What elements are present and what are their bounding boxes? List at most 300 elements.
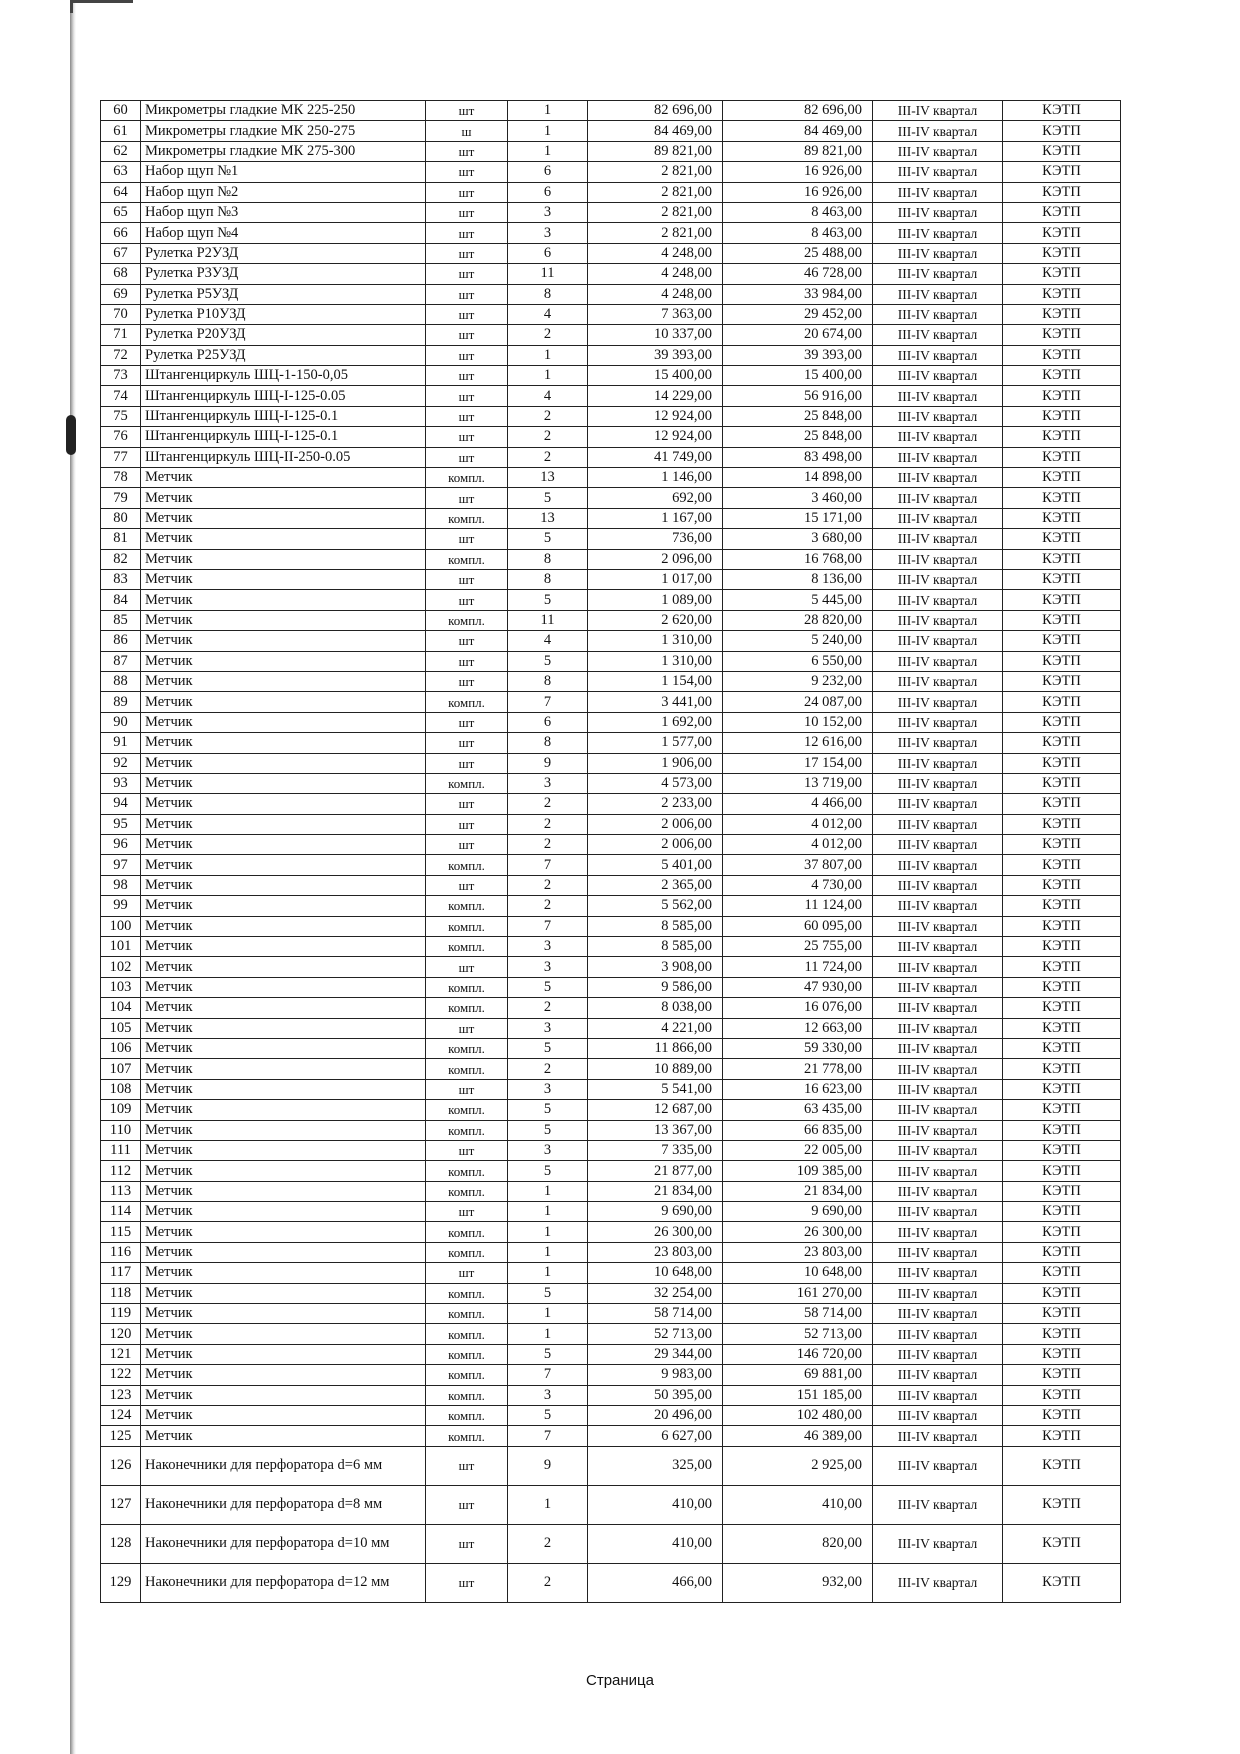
cell-unit-of-measure: шт	[426, 651, 508, 671]
cell-unit-of-measure: шт	[426, 590, 508, 610]
cell-quantity: 5	[508, 1120, 588, 1140]
cell-executor: КЭТП	[1003, 366, 1121, 386]
cell-unit-of-measure: шт	[426, 243, 508, 263]
cell-unit-price: 2 365,00	[588, 875, 723, 895]
cell-executor: КЭТП	[1003, 712, 1121, 732]
cell-delivery-period: III-IV квартал	[873, 998, 1003, 1018]
cell-unit-of-measure: компл.	[426, 1120, 508, 1140]
cell-quantity: 7	[508, 692, 588, 712]
cell-unit-of-measure: шт	[426, 1018, 508, 1038]
cell-delivery-period: III-IV квартал	[873, 1263, 1003, 1283]
table-row	[101, 223, 1121, 243]
cell-row-number: 92	[101, 753, 141, 773]
cell-unit-of-measure: компл.	[426, 916, 508, 936]
cell-row-number: 87	[101, 651, 141, 671]
cell-unit-of-measure: шт	[426, 529, 508, 549]
cell-quantity: 5	[508, 488, 588, 508]
cell-unit-of-measure: шт	[426, 182, 508, 202]
cell-delivery-period: III-IV квартал	[873, 162, 1003, 182]
cell-unit-price: 3 441,00	[588, 692, 723, 712]
cell-item-name: Метчик	[141, 957, 426, 977]
cell-total-sum: 21 834,00	[723, 1181, 873, 1201]
cell-delivery-period: III-IV квартал	[873, 590, 1003, 610]
cell-unit-of-measure: компл.	[426, 1324, 508, 1344]
cell-total-sum: 11 724,00	[723, 957, 873, 977]
cell-row-number: 96	[101, 835, 141, 855]
cell-delivery-period: III-IV квартал	[873, 1202, 1003, 1222]
cell-delivery-period: III-IV квартал	[873, 916, 1003, 936]
table-row	[101, 101, 1121, 121]
cell-unit-of-measure: шт	[426, 447, 508, 467]
cell-total-sum: 59 330,00	[723, 1038, 873, 1058]
cell-quantity: 1	[508, 1304, 588, 1324]
cell-delivery-period: III-IV квартал	[873, 1120, 1003, 1140]
cell-item-name: Метчик	[141, 937, 426, 957]
cell-total-sum: 10 152,00	[723, 712, 873, 732]
cell-item-name: Метчик	[141, 835, 426, 855]
cell-quantity: 3	[508, 1018, 588, 1038]
cell-delivery-period: III-IV квартал	[873, 1038, 1003, 1058]
cell-unit-price: 10 889,00	[588, 1059, 723, 1079]
cell-unit-of-measure: компл.	[426, 1365, 508, 1385]
cell-unit-of-measure: шт	[426, 671, 508, 691]
cell-quantity: 5	[508, 1344, 588, 1364]
cell-item-name: Метчик	[141, 712, 426, 732]
cell-row-number: 90	[101, 712, 141, 732]
cell-unit-price: 1 089,00	[588, 590, 723, 610]
cell-unit-price: 20 496,00	[588, 1406, 723, 1426]
cell-total-sum: 4 730,00	[723, 875, 873, 895]
cell-total-sum: 932,00	[723, 1563, 873, 1602]
cell-delivery-period: III-IV квартал	[873, 671, 1003, 691]
table-row	[101, 243, 1121, 263]
cell-delivery-period: III-IV квартал	[873, 977, 1003, 997]
cell-unit-price: 466,00	[588, 1563, 723, 1602]
cell-unit-price: 8 038,00	[588, 998, 723, 1018]
cell-delivery-period: III-IV квартал	[873, 529, 1003, 549]
cell-unit-of-measure: компл.	[426, 896, 508, 916]
cell-unit-of-measure: шт	[426, 733, 508, 753]
cell-row-number: 103	[101, 977, 141, 997]
cell-unit-price: 13 367,00	[588, 1120, 723, 1140]
cell-executor: КЭТП	[1003, 590, 1121, 610]
cell-total-sum: 410,00	[723, 1485, 873, 1524]
cell-row-number: 76	[101, 427, 141, 447]
cell-delivery-period: III-IV квартал	[873, 1304, 1003, 1324]
cell-quantity: 1	[508, 345, 588, 365]
cell-total-sum: 3 460,00	[723, 488, 873, 508]
cell-item-name: Метчик	[141, 569, 426, 589]
cell-unit-price: 15 400,00	[588, 366, 723, 386]
cell-quantity: 1	[508, 121, 588, 141]
cell-total-sum: 16 926,00	[723, 182, 873, 202]
cell-total-sum: 58 714,00	[723, 1304, 873, 1324]
cell-delivery-period: III-IV квартал	[873, 1059, 1003, 1079]
cell-quantity: 1	[508, 101, 588, 121]
cell-item-name: Штангенциркуль ШЦ-1-150-0,05	[141, 366, 426, 386]
cell-unit-price: 410,00	[588, 1524, 723, 1563]
cell-row-number: 98	[101, 875, 141, 895]
cell-item-name: Метчик	[141, 549, 426, 569]
cell-row-number: 71	[101, 325, 141, 345]
cell-quantity: 9	[508, 1446, 588, 1485]
cell-total-sum: 28 820,00	[723, 610, 873, 630]
cell-executor: КЭТП	[1003, 447, 1121, 467]
cell-row-number: 80	[101, 508, 141, 528]
cell-executor: КЭТП	[1003, 162, 1121, 182]
cell-executor: КЭТП	[1003, 1263, 1121, 1283]
cell-unit-price: 82 696,00	[588, 101, 723, 121]
cell-item-name: Метчик	[141, 1079, 426, 1099]
cell-unit-of-measure: шт	[426, 223, 508, 243]
cell-row-number: 78	[101, 468, 141, 488]
cell-quantity: 3	[508, 773, 588, 793]
cell-unit-of-measure: шт	[426, 325, 508, 345]
cell-row-number: 64	[101, 182, 141, 202]
cell-row-number: 70	[101, 304, 141, 324]
cell-total-sum: 46 728,00	[723, 264, 873, 284]
table-row	[101, 773, 1121, 793]
cell-item-name: Набор щуп №4	[141, 223, 426, 243]
cell-quantity: 2	[508, 427, 588, 447]
cell-row-number: 61	[101, 121, 141, 141]
cell-item-name: Метчик	[141, 1120, 426, 1140]
cell-unit-price: 5 562,00	[588, 896, 723, 916]
table-row	[101, 998, 1121, 1018]
cell-row-number: 107	[101, 1059, 141, 1079]
cell-row-number: 77	[101, 447, 141, 467]
table-row	[101, 1426, 1121, 1446]
cell-row-number: 97	[101, 855, 141, 875]
cell-executor: КЭТП	[1003, 875, 1121, 895]
cell-total-sum: 820,00	[723, 1524, 873, 1563]
table-row	[101, 753, 1121, 773]
cell-executor: КЭТП	[1003, 1038, 1121, 1058]
cell-row-number: 112	[101, 1161, 141, 1181]
cell-unit-of-measure: шт	[426, 794, 508, 814]
cell-quantity: 1	[508, 1181, 588, 1201]
table-row	[101, 977, 1121, 997]
cell-total-sum: 46 389,00	[723, 1426, 873, 1446]
cell-item-name: Метчик	[141, 977, 426, 997]
cell-total-sum: 56 916,00	[723, 386, 873, 406]
cell-quantity: 3	[508, 957, 588, 977]
cell-unit-price: 10 648,00	[588, 1263, 723, 1283]
cell-item-name: Метчик	[141, 794, 426, 814]
table-body	[101, 101, 1121, 1603]
cell-delivery-period: III-IV квартал	[873, 1324, 1003, 1344]
table-row	[101, 1524, 1121, 1563]
cell-row-number: 117	[101, 1263, 141, 1283]
cell-item-name: Метчик	[141, 1426, 426, 1446]
cell-row-number: 118	[101, 1283, 141, 1303]
cell-total-sum: 52 713,00	[723, 1324, 873, 1344]
cell-total-sum: 17 154,00	[723, 753, 873, 773]
cell-row-number: 83	[101, 569, 141, 589]
cell-unit-of-measure: компл.	[426, 1283, 508, 1303]
cell-quantity: 5	[508, 1406, 588, 1426]
cell-unit-price: 12 924,00	[588, 427, 723, 447]
cell-executor: КЭТП	[1003, 1100, 1121, 1120]
cell-executor: КЭТП	[1003, 1426, 1121, 1446]
cell-item-name: Микрометры гладкие МК 275-300	[141, 141, 426, 161]
cell-quantity: 4	[508, 631, 588, 651]
cell-unit-price: 6 627,00	[588, 1426, 723, 1446]
cell-delivery-period: III-IV квартал	[873, 875, 1003, 895]
cell-unit-price: 9 690,00	[588, 1202, 723, 1222]
cell-unit-of-measure: шт	[426, 101, 508, 121]
cell-executor: КЭТП	[1003, 1563, 1121, 1602]
table-row	[101, 569, 1121, 589]
cell-total-sum: 5 240,00	[723, 631, 873, 651]
table-row	[101, 1079, 1121, 1099]
cell-unit-of-measure: шт	[426, 386, 508, 406]
cell-unit-of-measure: шт	[426, 304, 508, 324]
cell-unit-of-measure: компл.	[426, 1059, 508, 1079]
cell-executor: КЭТП	[1003, 325, 1121, 345]
cell-unit-price: 9 586,00	[588, 977, 723, 997]
cell-item-name: Штангенциркуль ШЦ-I-125-0.1	[141, 427, 426, 447]
cell-item-name: Метчик	[141, 1038, 426, 1058]
cell-executor: КЭТП	[1003, 692, 1121, 712]
cell-executor: КЭТП	[1003, 386, 1121, 406]
cell-row-number: 126	[101, 1446, 141, 1485]
cell-unit-of-measure: шт	[426, 284, 508, 304]
cell-executor: КЭТП	[1003, 773, 1121, 793]
cell-delivery-period: III-IV квартал	[873, 1446, 1003, 1485]
cell-total-sum: 25 848,00	[723, 427, 873, 447]
table-row	[101, 1304, 1121, 1324]
cell-unit-of-measure: шт	[426, 1263, 508, 1283]
cell-quantity: 2	[508, 1563, 588, 1602]
cell-unit-price: 58 714,00	[588, 1304, 723, 1324]
table-row	[101, 529, 1121, 549]
cell-quantity: 1	[508, 1263, 588, 1283]
cell-unit-price: 12 924,00	[588, 406, 723, 426]
cell-total-sum: 5 445,00	[723, 590, 873, 610]
cell-delivery-period: III-IV квартал	[873, 101, 1003, 121]
cell-quantity: 5	[508, 1161, 588, 1181]
cell-item-name: Наконечники для перфоратора d=6 мм	[141, 1446, 426, 1485]
cell-delivery-period: III-IV квартал	[873, 1018, 1003, 1038]
cell-executor: КЭТП	[1003, 427, 1121, 447]
cell-unit-price: 2 006,00	[588, 814, 723, 834]
table-row	[101, 957, 1121, 977]
cell-item-name: Метчик	[141, 1181, 426, 1201]
cell-delivery-period: III-IV квартал	[873, 896, 1003, 916]
cell-unit-price: 4 248,00	[588, 243, 723, 263]
cell-unit-of-measure: компл.	[426, 610, 508, 630]
cell-delivery-period: III-IV квартал	[873, 957, 1003, 977]
table-row	[101, 162, 1121, 182]
cell-unit-price: 50 395,00	[588, 1385, 723, 1405]
cell-quantity: 1	[508, 1242, 588, 1262]
cell-row-number: 120	[101, 1324, 141, 1344]
cell-item-name: Метчик	[141, 1018, 426, 1038]
cell-total-sum: 16 926,00	[723, 162, 873, 182]
cell-item-name: Набор щуп №1	[141, 162, 426, 182]
cell-row-number: 65	[101, 202, 141, 222]
table-row	[101, 1140, 1121, 1160]
cell-executor: КЭТП	[1003, 733, 1121, 753]
table-row	[101, 1365, 1121, 1385]
table-row	[101, 1222, 1121, 1242]
cell-unit-of-measure: шт	[426, 345, 508, 365]
cell-row-number: 67	[101, 243, 141, 263]
cell-quantity: 2	[508, 875, 588, 895]
cell-executor: КЭТП	[1003, 549, 1121, 569]
table-row	[101, 1161, 1121, 1181]
cell-unit-price: 41 749,00	[588, 447, 723, 467]
cell-executor: КЭТП	[1003, 468, 1121, 488]
table-row	[101, 916, 1121, 936]
cell-delivery-period: III-IV квартал	[873, 1426, 1003, 1446]
cell-unit-price: 2 233,00	[588, 794, 723, 814]
cell-unit-price: 736,00	[588, 529, 723, 549]
cell-total-sum: 16 768,00	[723, 549, 873, 569]
cell-quantity: 2	[508, 835, 588, 855]
cell-total-sum: 60 095,00	[723, 916, 873, 936]
cell-row-number: 111	[101, 1140, 141, 1160]
cell-total-sum: 9 690,00	[723, 1202, 873, 1222]
cell-item-name: Рулетка Р2УЗД	[141, 243, 426, 263]
cell-delivery-period: III-IV квартал	[873, 937, 1003, 957]
cell-row-number: 93	[101, 773, 141, 793]
cell-total-sum: 25 488,00	[723, 243, 873, 263]
cell-delivery-period: III-IV квартал	[873, 712, 1003, 732]
cell-item-name: Метчик	[141, 875, 426, 895]
cell-item-name: Штангенциркуль ШЦ-I-125-0.05	[141, 386, 426, 406]
cell-row-number: 91	[101, 733, 141, 753]
table-row	[101, 1283, 1121, 1303]
cell-unit-of-measure: компл.	[426, 1344, 508, 1364]
table-row	[101, 671, 1121, 691]
cell-delivery-period: III-IV квартал	[873, 1079, 1003, 1099]
cell-unit-of-measure: компл.	[426, 1242, 508, 1262]
cell-delivery-period: III-IV квартал	[873, 1181, 1003, 1201]
cell-quantity: 8	[508, 733, 588, 753]
cell-delivery-period: III-IV квартал	[873, 855, 1003, 875]
cell-item-name: Рулетка Р10УЗД	[141, 304, 426, 324]
cell-unit-of-measure: ш	[426, 121, 508, 141]
table-row	[101, 1018, 1121, 1038]
cell-quantity: 3	[508, 202, 588, 222]
cell-item-name: Метчик	[141, 753, 426, 773]
cell-delivery-period: III-IV квартал	[873, 1365, 1003, 1385]
cell-quantity: 2	[508, 896, 588, 916]
cell-row-number: 95	[101, 814, 141, 834]
cell-unit-price: 84 469,00	[588, 121, 723, 141]
cell-quantity: 5	[508, 1100, 588, 1120]
cell-quantity: 5	[508, 529, 588, 549]
cell-total-sum: 20 674,00	[723, 325, 873, 345]
cell-unit-price: 1 577,00	[588, 733, 723, 753]
cell-row-number: 108	[101, 1079, 141, 1099]
cell-quantity: 13	[508, 468, 588, 488]
cell-item-name: Метчик	[141, 1263, 426, 1283]
cell-executor: КЭТП	[1003, 957, 1121, 977]
cell-row-number: 82	[101, 549, 141, 569]
table-row	[101, 366, 1121, 386]
cell-delivery-period: III-IV квартал	[873, 753, 1003, 773]
cell-total-sum: 26 300,00	[723, 1222, 873, 1242]
cell-row-number: 89	[101, 692, 141, 712]
cell-row-number: 127	[101, 1485, 141, 1524]
cell-total-sum: 4 012,00	[723, 814, 873, 834]
cell-quantity: 5	[508, 1283, 588, 1303]
cell-delivery-period: III-IV квартал	[873, 1524, 1003, 1563]
cell-executor: КЭТП	[1003, 610, 1121, 630]
cell-item-name: Штангенциркуль ШЦ-I-125-0.1	[141, 406, 426, 426]
cell-quantity: 8	[508, 569, 588, 589]
cell-item-name: Наконечники для перфоратора d=8 мм	[141, 1485, 426, 1524]
cell-executor: КЭТП	[1003, 1120, 1121, 1140]
cell-total-sum: 12 616,00	[723, 733, 873, 753]
cell-delivery-period: III-IV квартал	[873, 814, 1003, 834]
cell-delivery-period: III-IV квартал	[873, 141, 1003, 161]
table-row	[101, 406, 1121, 426]
cell-row-number: 101	[101, 937, 141, 957]
cell-quantity: 11	[508, 610, 588, 630]
cell-executor: КЭТП	[1003, 1365, 1121, 1385]
cell-unit-of-measure: шт	[426, 835, 508, 855]
cell-quantity: 6	[508, 243, 588, 263]
table-row	[101, 325, 1121, 345]
cell-unit-price: 14 229,00	[588, 386, 723, 406]
cell-unit-price: 1 310,00	[588, 631, 723, 651]
cell-unit-price: 4 248,00	[588, 284, 723, 304]
cell-unit-price: 692,00	[588, 488, 723, 508]
cell-item-name: Метчик	[141, 692, 426, 712]
table-row	[101, 1344, 1121, 1364]
cell-executor: КЭТП	[1003, 1140, 1121, 1160]
cell-item-name: Метчик	[141, 1161, 426, 1181]
cell-total-sum: 25 848,00	[723, 406, 873, 426]
cell-total-sum: 11 124,00	[723, 896, 873, 916]
cell-executor: КЭТП	[1003, 1161, 1121, 1181]
cell-unit-price: 89 821,00	[588, 141, 723, 161]
cell-row-number: 72	[101, 345, 141, 365]
cell-delivery-period: III-IV квартал	[873, 549, 1003, 569]
cell-item-name: Метчик	[141, 1344, 426, 1364]
cell-executor: КЭТП	[1003, 977, 1121, 997]
cell-total-sum: 151 185,00	[723, 1385, 873, 1405]
cell-executor: КЭТП	[1003, 937, 1121, 957]
cell-delivery-period: III-IV квартал	[873, 1406, 1003, 1426]
cell-quantity: 7	[508, 855, 588, 875]
cell-executor: КЭТП	[1003, 1242, 1121, 1262]
cell-quantity: 7	[508, 916, 588, 936]
scan-edge	[70, 0, 76, 1754]
cell-row-number: 88	[101, 671, 141, 691]
cell-row-number: 85	[101, 610, 141, 630]
cell-row-number: 128	[101, 1524, 141, 1563]
cell-delivery-period: III-IV квартал	[873, 366, 1003, 386]
cell-quantity: 2	[508, 406, 588, 426]
cell-total-sum: 13 719,00	[723, 773, 873, 793]
table-row	[101, 386, 1121, 406]
cell-executor: КЭТП	[1003, 1304, 1121, 1324]
cell-unit-price: 8 585,00	[588, 916, 723, 936]
cell-unit-of-measure: компл.	[426, 1406, 508, 1426]
cell-row-number: 122	[101, 1365, 141, 1385]
table-row	[101, 284, 1121, 304]
cell-unit-price: 26 300,00	[588, 1222, 723, 1242]
cell-executor: КЭТП	[1003, 569, 1121, 589]
cell-total-sum: 63 435,00	[723, 1100, 873, 1120]
cell-row-number: 113	[101, 1181, 141, 1201]
cell-unit-price: 1 146,00	[588, 468, 723, 488]
